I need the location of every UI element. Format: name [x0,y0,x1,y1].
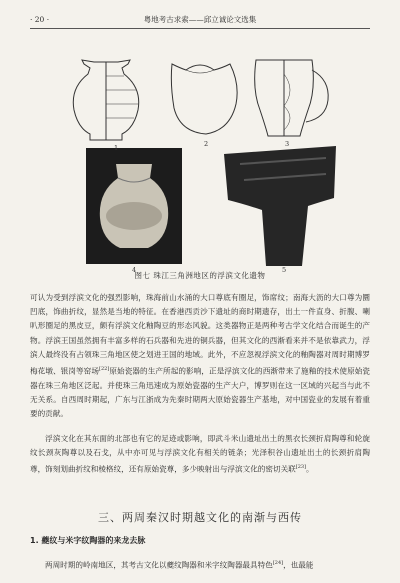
figure-artifacts [30,40,370,302]
footnote-ref-24: [24] [272,560,284,566]
figure-label-5: 5 [282,266,287,274]
paragraph-1-tail: 原始瓷器的生产所起的影响，正是浮滨文化的西渐带来了施釉的技术使原始瓷器在珠三角地区泛起。并使珠三角迅速成为原始瓷器的生产大户，博罗则在这一区域的兴起当与此不无关系。自西周时期起，广东与江浙成为先秦时期两大原始瓷器生产基地，对中国瓷业的发展有着重要的贡献。 [30,366,370,419]
running-header [30,14,370,29]
paragraph-3-text: 两周时期的岭南地区，其考古文化以夔纹陶器和米字纹陶器最具特色 [45,560,273,570]
paragraph-3-tail: ，也最能 [283,560,314,570]
artifact-2-jar [171,64,237,134]
artifact-5-photo [220,144,340,268]
paragraph-1 [30,291,370,421]
figure-caption: 图七 珠江三角洲地区的浮滨文化遗物 [134,271,266,280]
figure-label-3: 3 [285,140,290,148]
paragraph-2-text: 浮滨文化在其东面的北部也有它的足迹或影响，即武斗米山遗址出土的黑衣长颈折肩陶尊和轮旋纹长颈灰陶尊以及石戈，从中亦可见与浮滨文化有相关的链条；光泽积谷山遗址出土的长颈折肩陶尊，饰刻划曲折纹和棱格纹，还有原始瓷尊，多少映射出与浮滨文化的密切关联 [30,434,370,474]
subsection-heading: 1. 夔纹与米字纹陶器的来龙去脉 [30,536,146,545]
figure-label-4: 4 [132,266,137,274]
artifact-drawings [30,40,370,270]
artifact-4-photo [86,148,182,264]
paragraph-1-text: 可认为受到浮滨文化的强烈影响，珠海前山水涌的大口尊底有圈足，饰席纹；南海大沥的大口尊为圜凹底，饰曲折纹，显然是当地的特征。在香港西贡沙下遗址的商时期遗存，出土一件直身、折腹、喇叭形圈足的黑皮豆，颇有浮滨文化釉陶豆的形态风貌。这类器物正是两种考古学文化结合而诞生的产物。浮滨王国虽然拥有丰富多样的石兵器和先进的铜兵器，但其文化的西渐看来并不是依靠武力，浮滨人最终没有占领珠三角地区使之划进王国的地域。此外，不应忽视浮滨文化的釉陶器对周时期博罗梅花墩、银岗等窑场 [30,293,370,376]
paragraph-2 [30,432,370,477]
paragraph-3 [30,556,370,573]
artifact-3-cup [255,60,329,136]
section-heading: 三、两周秦汉时期越文化的南渐与西传 [98,511,302,524]
page-number: · 20 · [30,15,50,24]
figure-label-1: 1 [114,144,119,152]
figure-label-2: 2 [204,140,209,148]
artifact-1-vase [73,60,138,140]
paragraph-2-end: 。 [306,464,314,474]
footnote-ref-22: [22] [99,366,110,373]
book-title: 粤地考古求索——邱立诚论文选集 [143,15,257,24]
footnote-ref-23: [23] [295,464,307,471]
